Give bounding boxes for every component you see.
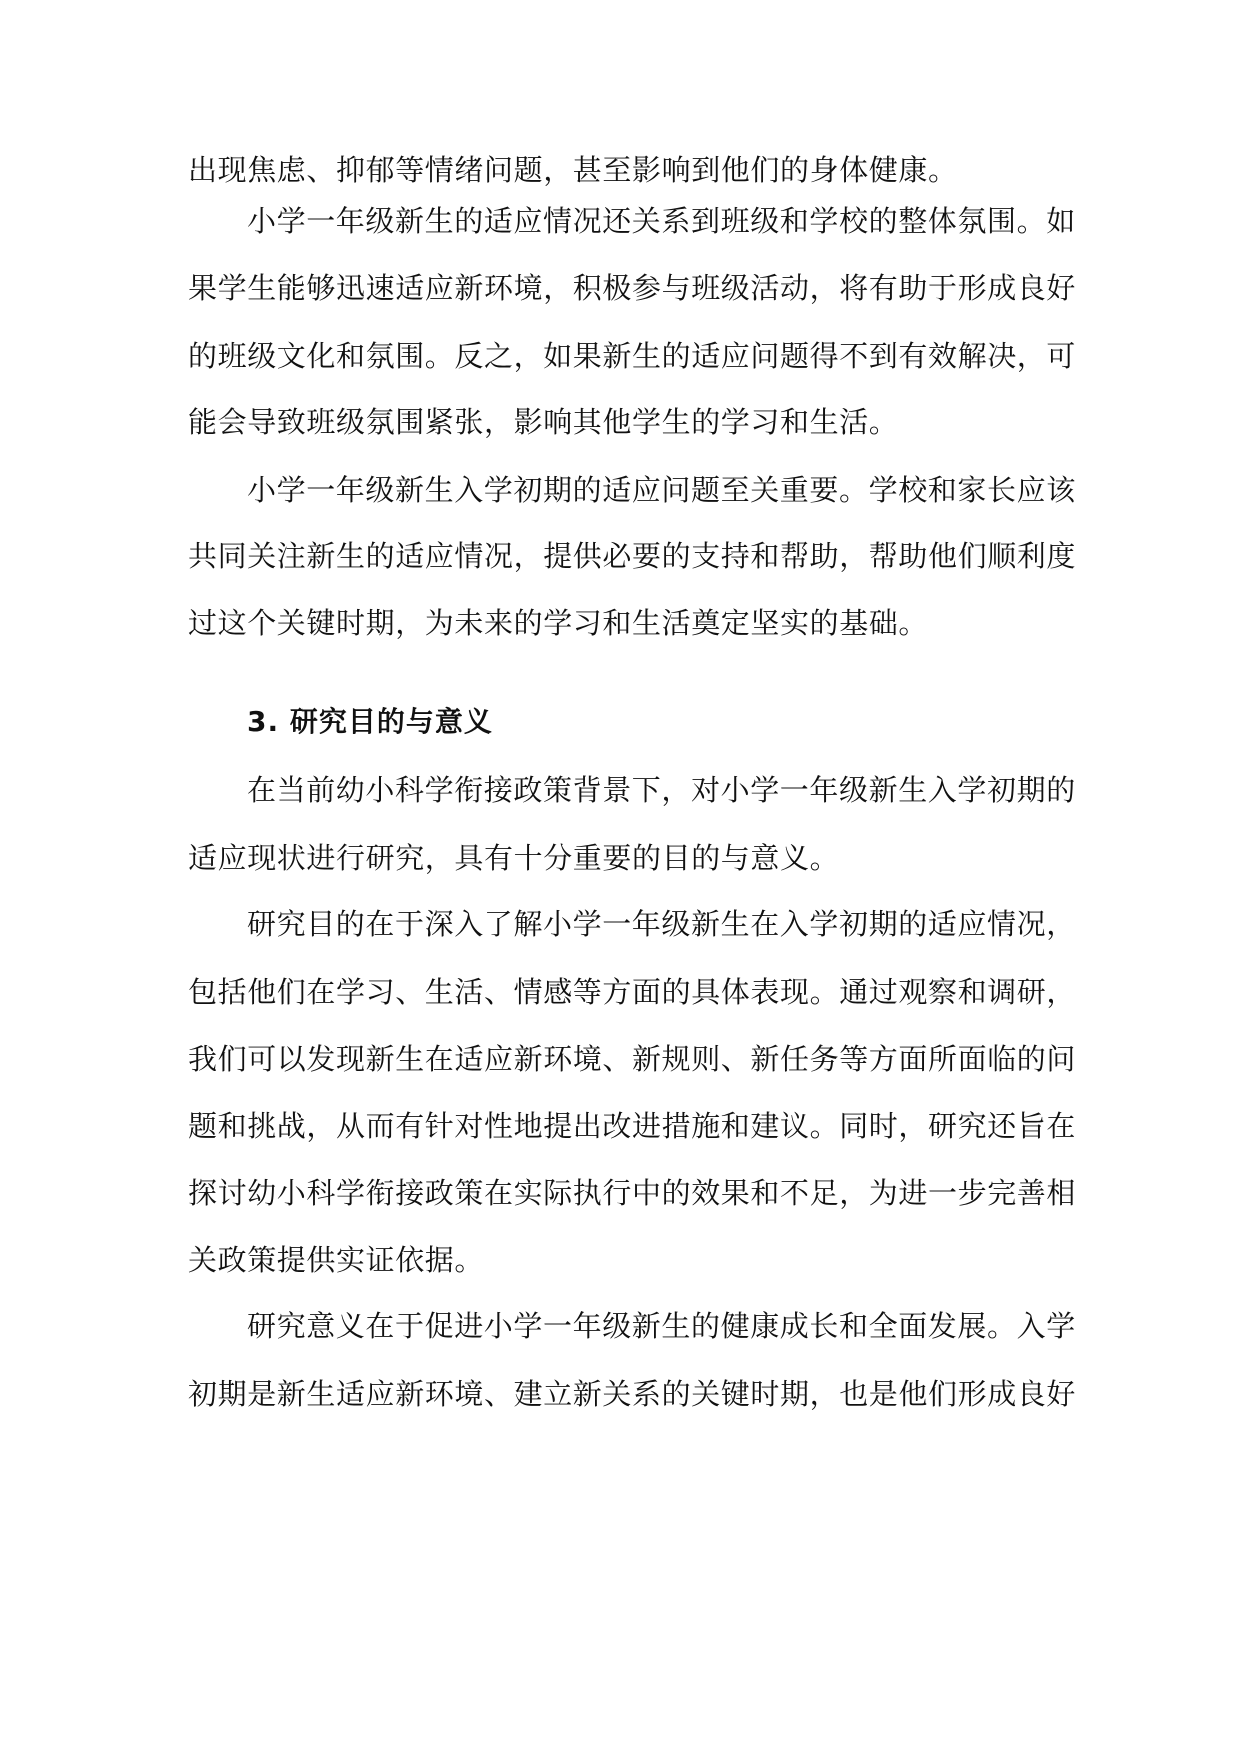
paragraph-line: 果学生能够迅速适应新环境，积极参与班级活动，将有助于形成良好 [188, 271, 1077, 305]
paragraph-line: 初期是新生适应新环境、建立新关系的关键时期，也是他们形成良好 [188, 1377, 1077, 1411]
paragraph-line: 小学一年级新生的适应情况还关系到班级和学校的整体氛围。如 [247, 204, 1076, 238]
section-heading: 3. 研究目的与意义 [247, 705, 493, 738]
paragraph-line: 探讨幼小科学衔接政策在实际执行中的效果和不足，为进一步完善相 [188, 1176, 1077, 1210]
paragraph-line: 关政策提供实证依据。 [188, 1243, 485, 1277]
paragraph-line: 我们可以发现新生在适应新环境、新规则、新任务等方面所面临的问 [188, 1042, 1077, 1076]
paragraph-line: 在当前幼小科学衔接政策背景下，对小学一年级新生入学初期的 [247, 773, 1076, 807]
paragraph-line: 适应现状进行研究，具有十分重要的目的与意义。 [188, 841, 840, 875]
paragraph-line: 研究意义在于促进小学一年级新生的健康成长和全面发展。入学 [247, 1309, 1076, 1343]
paragraph-line: 题和挑战，从而有针对性地提出改进措施和建议。同时，研究还旨在 [188, 1109, 1077, 1143]
paragraph-line: 能会导致班级氛围紧张，影响其他学生的学习和生活。 [188, 405, 899, 439]
paragraph-line: 包括他们在学习、生活、情感等方面的具体表现。通过观察和调研， [188, 975, 1077, 1009]
paragraph-line: 共同关注新生的适应情况，提供必要的支持和帮助，帮助他们顺利度 [188, 539, 1077, 573]
paragraph-line: 小学一年级新生入学初期的适应问题至关重要。学校和家长应该 [247, 473, 1076, 507]
paragraph-line: 研究目的在于深入了解小学一年级新生在入学初期的适应情况， [247, 907, 1076, 941]
paragraph-line: 出现焦虑、抑郁等情绪问题，甚至影响到他们的身体健康。 [188, 153, 958, 187]
paragraph-line: 过这个关键时期，为未来的学习和生活奠定坚实的基础。 [188, 606, 929, 640]
paragraph-line: 的班级文化和氛围。反之，如果新生的适应问题得不到有效解决，可 [188, 339, 1077, 373]
